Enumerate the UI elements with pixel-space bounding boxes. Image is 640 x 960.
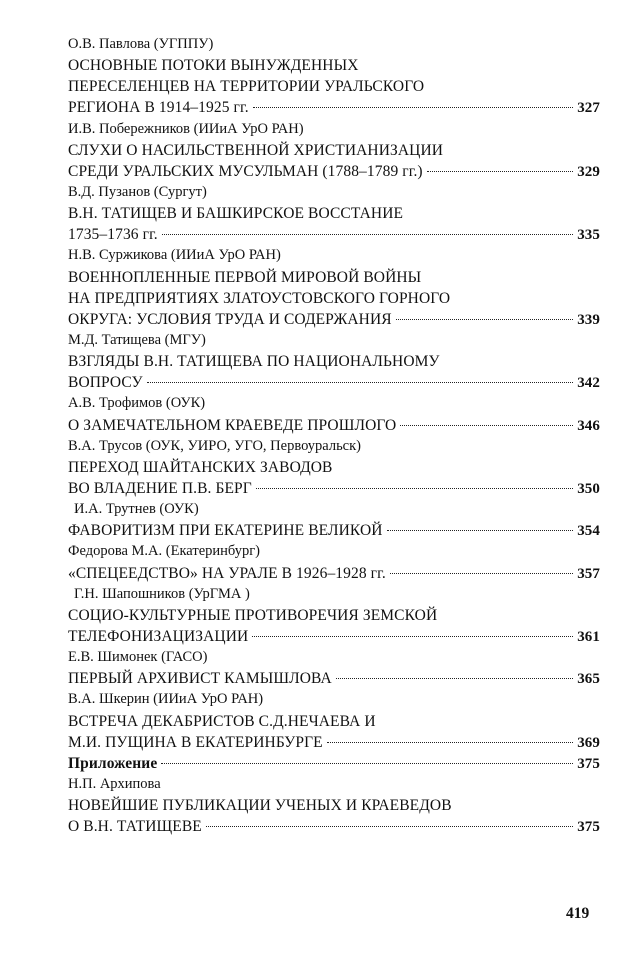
toc-page-number: 346 xyxy=(577,417,600,434)
toc-author: И.В. Побережников (ИИиА УрО РАН) xyxy=(68,120,304,137)
toc-title-line xyxy=(68,415,600,436)
toc-page-number: 375 xyxy=(577,755,600,772)
dot-leader xyxy=(161,763,573,764)
toc-author: Г.Н. Шапошников (УрГМА ) xyxy=(74,585,250,602)
toc-author: В.А. Трусов (ОУК, УИРО, УГО, Первоуральск) xyxy=(68,437,361,454)
toc-title-text: ВОПРОСУ xyxy=(68,374,143,392)
dot-leader xyxy=(253,107,574,108)
toc-page-number: 361 xyxy=(577,628,600,645)
toc-title-line: НА ПРЕДПРИЯТИЯХ ЗЛАТОУСТОВСКОГО ГОРНОГО xyxy=(68,289,451,307)
dot-leader xyxy=(256,488,573,489)
toc-title-text: ТЕЛЕФОНИЗАЦИЗАЦИИ xyxy=(68,627,249,645)
toc-author: В.А. Шкерин (ИИиА УрО РАН) xyxy=(68,691,264,708)
dot-leader xyxy=(390,573,573,574)
dot-leader xyxy=(400,425,573,426)
toc-page-number: 339 xyxy=(577,311,600,328)
toc-title-line xyxy=(68,732,600,753)
dot-leader xyxy=(336,678,573,679)
table-of-contents xyxy=(68,34,600,837)
toc-title-text: ФАВОРИТИЗМ ПРИ ЕКАТЕРИНЕ ВЕЛИКОЙ xyxy=(68,522,383,540)
toc-title-line: ОСНОВНЫЕ ПОТОКИ ВЫНУЖДЕННЫХ xyxy=(68,57,359,75)
toc-title-line xyxy=(68,816,600,837)
dot-leader xyxy=(396,319,574,320)
toc-title-line xyxy=(68,520,600,541)
toc-title-text: М.И. ПУЩИНА В ЕКАТЕРИНБУРГЕ xyxy=(68,733,323,751)
toc-title-text: ВО ВЛАДЕНИЕ П.В. БЕРГ xyxy=(68,479,252,497)
toc-author: А.В. Трофимов (ОУК) xyxy=(68,395,206,412)
toc-title-line: ВСТРЕЧА ДЕКАБРИСТОВ С.Д.НЕЧАЕВА И xyxy=(68,712,376,730)
page-number: 419 xyxy=(566,905,590,922)
toc-page-number: 375 xyxy=(577,819,600,836)
toc-author: Н.П. Архипова xyxy=(68,775,161,792)
dot-leader xyxy=(427,171,574,172)
toc-title-line xyxy=(68,372,600,393)
toc-title-text: ОКРУГА: УСЛОВИЯ ТРУДА И СОДЕРЖАНИЯ xyxy=(68,310,392,328)
dot-leader xyxy=(162,234,573,235)
toc-title-text: 1735–1736 гг. xyxy=(68,226,158,244)
toc-title-text: О ЗАМЕЧАТЕЛЬНОМ КРАЕВЕДЕ ПРОШЛОГО xyxy=(68,416,397,434)
toc-title-line: НОВЕЙШИЕ ПУБЛИКАЦИИ УЧЕНЫХ И КРАЕВЕДОВ xyxy=(68,797,452,815)
toc-page-number: 357 xyxy=(577,565,600,582)
toc-title-text: О В.Н. ТАТИЩЕВЕ xyxy=(68,818,202,836)
toc-title-line xyxy=(68,478,600,499)
dot-leader xyxy=(206,826,573,827)
toc-title-line xyxy=(68,563,600,584)
dot-leader xyxy=(147,382,573,383)
toc-title-text: «СПЕЦЕЕДСТВО» НА УРАЛЕ В 1926–1928 гг. xyxy=(68,564,386,582)
toc-title-line: ПЕРЕСЕЛЕНЦЕВ НА ТЕРРИТОРИИ УРАЛЬСКОГО xyxy=(68,78,425,96)
toc-title-line xyxy=(68,224,600,245)
toc-author: О.В. Павлова (УГППУ) xyxy=(68,36,214,52)
toc-author: М.Д. Татищева (МГУ) xyxy=(68,331,206,348)
toc-page-number: 335 xyxy=(577,227,600,244)
toc-title-line: СОЦИО-КУЛЬТУРНЫЕ ПРОТИВОРЕЧИЯ ЗЕМСКОЙ xyxy=(68,606,438,624)
toc-page-number: 327 xyxy=(577,100,600,117)
toc-title-line: СЛУХИ О НАСИЛЬСТВЕННОЙ ХРИСТИАНИЗАЦИИ xyxy=(68,141,444,159)
toc-author: И.А. Трутнев (ОУК) xyxy=(74,501,199,518)
toc-title-line: ВОЕННОПЛЕННЫЕ ПЕРВОЙ МИРОВОЙ ВОЙНЫ xyxy=(68,268,422,286)
dot-leader xyxy=(252,636,573,637)
toc-page-number: 369 xyxy=(577,734,600,751)
dot-leader xyxy=(327,742,573,743)
toc-title-line: В.Н. ТАТИЩЕВ И БАШКИРСКОЕ ВОССТАНИЕ xyxy=(68,205,404,223)
toc-author: Федорова М.А. (Екатеринбург) xyxy=(68,543,260,560)
toc-page-number: 342 xyxy=(577,375,600,392)
toc-title-text: РЕГИОНА В 1914–1925 гг. xyxy=(68,99,249,117)
dot-leader xyxy=(387,530,574,531)
toc-title-line xyxy=(68,97,600,118)
toc-author: Н.В. Суржикова (ИИиА УрО РАН) xyxy=(68,247,281,264)
toc-title-text: Приложение xyxy=(68,754,158,772)
toc-title-line xyxy=(68,309,600,330)
toc-title-line xyxy=(68,626,600,647)
toc-page-number: 365 xyxy=(577,671,600,688)
toc-title-line: ПЕРЕХОД ШАЙТАНСКИХ ЗАВОДОВ xyxy=(68,458,333,476)
toc-page-number: 329 xyxy=(577,163,600,180)
toc-title-text: ПЕРВЫЙ АРХИВИСТ КАМЫШЛОВА xyxy=(68,670,332,688)
toc-author: В.Д. Пузанов (Сургут) xyxy=(68,183,207,200)
toc-title-line: ВЗГЛЯДЫ В.Н. ТАТИЩЕВА ПО НАЦИОНАЛЬНОМУ xyxy=(68,353,440,371)
toc-title-text: СРЕДИ УРАЛЬСКИХ МУСУЛЬМАН (1788–1789 гг.) xyxy=(68,162,423,180)
toc-page-number: 354 xyxy=(577,523,600,540)
toc-title-line xyxy=(68,668,600,689)
toc-page-number: 350 xyxy=(577,480,600,497)
toc-author: Е.В. Шимонек (ГАСО) xyxy=(68,649,208,666)
toc-title-line xyxy=(68,753,600,774)
toc-title-line xyxy=(68,161,600,182)
